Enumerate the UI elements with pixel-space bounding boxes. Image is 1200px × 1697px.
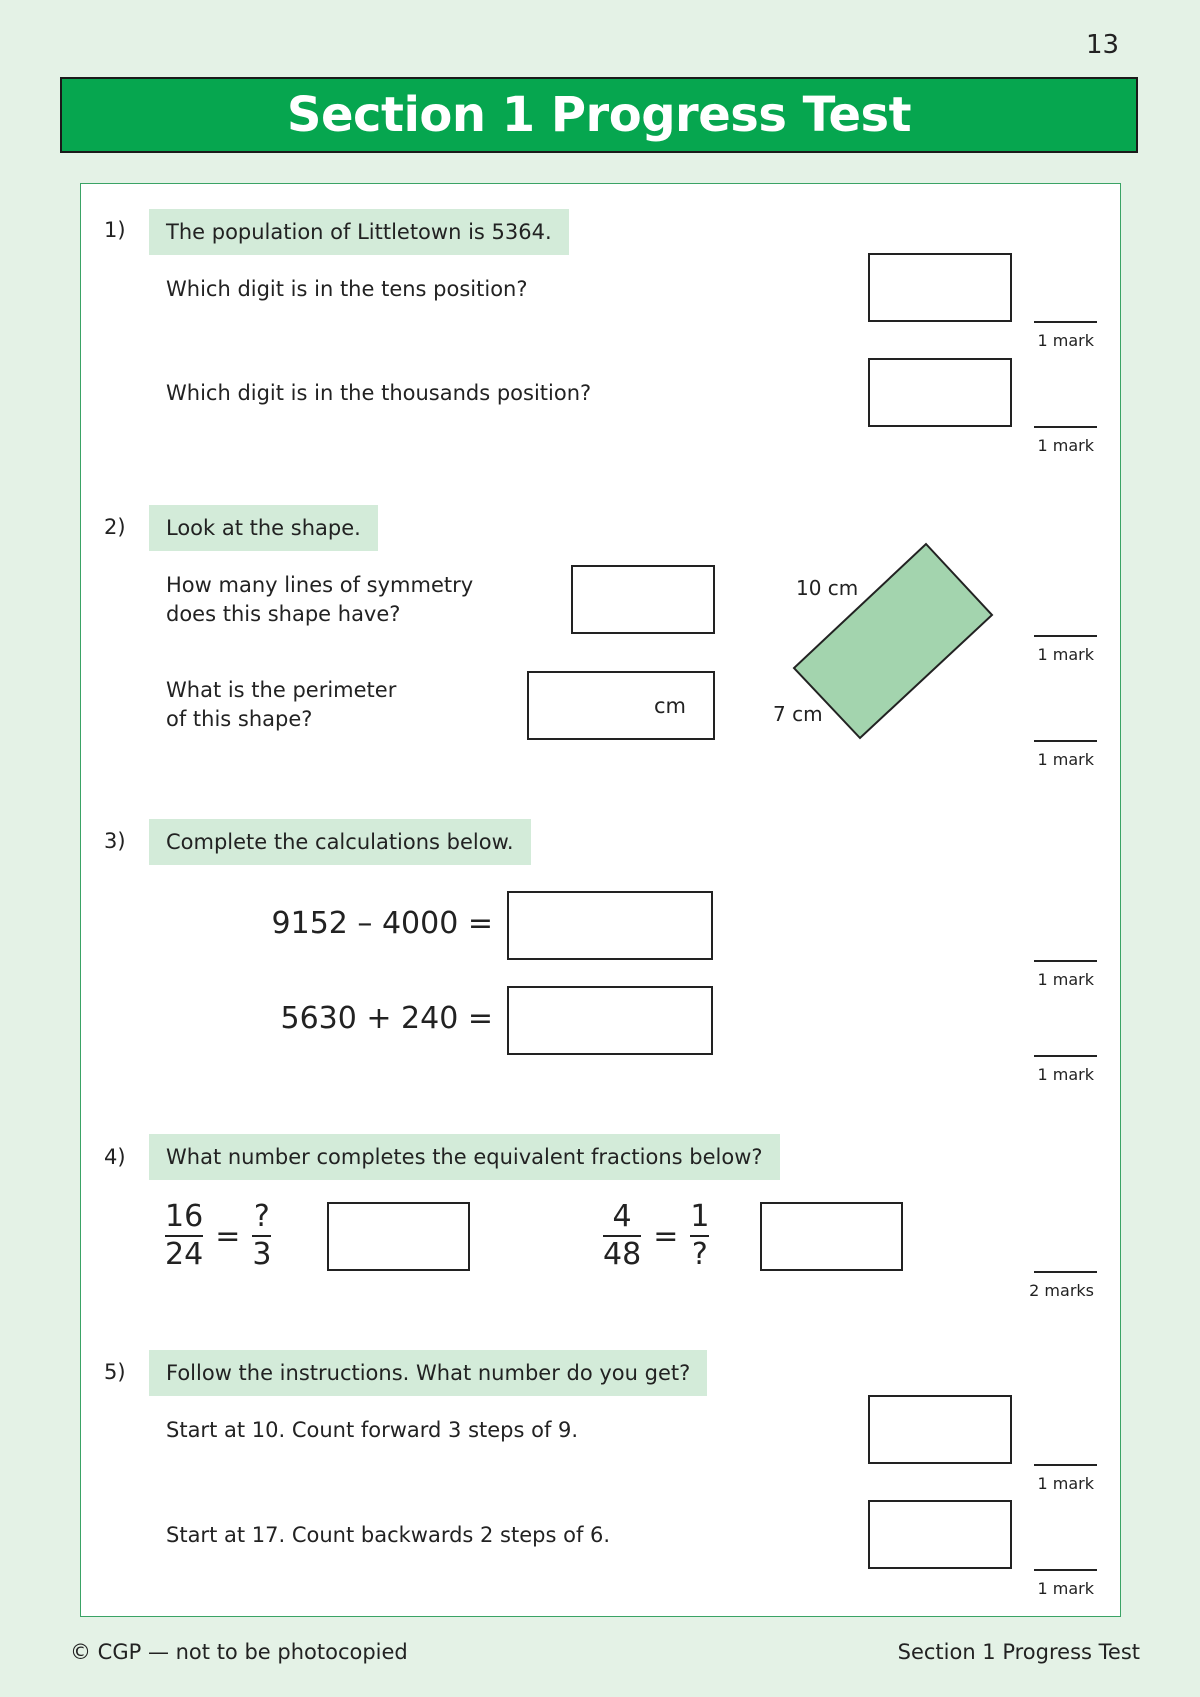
- mark-label: 1 mark: [1037, 436, 1094, 455]
- mark-label: 1 mark: [1037, 1474, 1094, 1493]
- equals-sign: =: [215, 1218, 241, 1254]
- mark-line: [1034, 321, 1097, 323]
- question-5-label: Follow the instructions. What number do you get?: [149, 1350, 707, 1396]
- question-2b-line2: of this shape?: [166, 707, 313, 731]
- mark-line: [1034, 740, 1097, 742]
- question-1-number: 1): [104, 218, 126, 242]
- question-2a-line2: does this shape have?: [166, 602, 401, 626]
- question-5a-answer-box[interactable]: [868, 1395, 1012, 1464]
- fraction-1-answer-box[interactable]: [327, 1202, 470, 1271]
- question-5a-text: Start at 10. Count forward 3 steps of 9.: [166, 1418, 579, 1442]
- fraction-equation-2: [603, 1200, 709, 1272]
- numerator: 16: [165, 1199, 204, 1234]
- question-3-label: Complete the calculations below.: [149, 819, 531, 865]
- mark-label: 1 mark: [1037, 1065, 1094, 1084]
- shape-label-short-side: 7 cm: [773, 702, 823, 726]
- title-banner: [60, 77, 1138, 153]
- denominator: 48: [603, 1237, 642, 1272]
- question-2-label: Look at the shape.: [149, 505, 378, 551]
- denominator: 3: [252, 1237, 272, 1272]
- page-title: Section 1 Progress Test: [286, 87, 912, 143]
- footer-section-title: Section 1 Progress Test: [897, 1640, 1140, 1664]
- equals-sign: =: [653, 1218, 679, 1254]
- calculation-2-answer-box[interactable]: [507, 986, 713, 1055]
- mark-label: 1 mark: [1037, 645, 1094, 664]
- calculation-2: 5630 + 240 =: [280, 1001, 493, 1036]
- question-4-number: 4): [104, 1145, 126, 1169]
- question-3-number: 3): [104, 829, 126, 853]
- mark-label: 2 marks: [1029, 1281, 1094, 1300]
- question-5b-answer-box[interactable]: [868, 1500, 1012, 1569]
- question-5-number: 5): [104, 1360, 126, 1384]
- calculation-1: 9152 – 4000 =: [271, 906, 493, 941]
- footer-copyright: © CGP — not to be photocopied: [70, 1640, 408, 1664]
- shape-label-long-side: 10 cm: [796, 576, 859, 600]
- fraction: [690, 1200, 709, 1272]
- mark-label: 1 mark: [1037, 1579, 1094, 1598]
- mark-label: 1 mark: [1037, 750, 1094, 769]
- fraction: [165, 1200, 203, 1272]
- numerator: 4: [612, 1199, 632, 1234]
- question-4-label: What number completes the equivalent fractions below?: [149, 1134, 780, 1180]
- mark-label: 1 mark: [1037, 331, 1094, 350]
- mark-line: [1034, 1569, 1097, 1571]
- calculation-1-answer-box[interactable]: [507, 891, 713, 960]
- question-1a-text: Which digit is in the tens position?: [166, 277, 528, 301]
- question-2a-answer-box[interactable]: [571, 565, 715, 634]
- question-1b-answer-box[interactable]: [868, 358, 1012, 427]
- mark-line: [1034, 426, 1097, 428]
- numerator: 1: [690, 1199, 710, 1234]
- denominator: ?: [691, 1237, 708, 1272]
- question-1b-text: Which digit is in the thousands position?: [166, 381, 592, 405]
- mark-line: [1034, 960, 1097, 962]
- question-5b-text: Start at 17. Count backwards 2 steps of 6.: [166, 1523, 611, 1547]
- question-1-label: The population of Littletown is 5364.: [149, 209, 569, 255]
- question-2b-line1: What is the perimeter: [166, 678, 397, 702]
- mark-line: [1034, 1271, 1097, 1273]
- perimeter-unit: cm: [654, 694, 687, 718]
- fraction-equation-1: [165, 1200, 271, 1272]
- mark-line: [1034, 1055, 1097, 1057]
- numerator: ?: [253, 1199, 270, 1234]
- denominator: 24: [165, 1237, 204, 1272]
- fraction: [603, 1200, 641, 1272]
- fraction: [252, 1200, 271, 1272]
- mark-line: [1034, 635, 1097, 637]
- question-1a-answer-box[interactable]: [868, 253, 1012, 322]
- question-2b-answer-box[interactable]: [527, 671, 715, 740]
- question-2-number: 2): [104, 515, 126, 539]
- fraction-2-answer-box[interactable]: [760, 1202, 903, 1271]
- mark-label: 1 mark: [1037, 970, 1094, 989]
- mark-line: [1034, 1464, 1097, 1466]
- page-number: 13: [1086, 30, 1120, 60]
- question-2a-line1: How many lines of symmetry: [166, 573, 474, 597]
- rectangle-polygon: [794, 544, 992, 738]
